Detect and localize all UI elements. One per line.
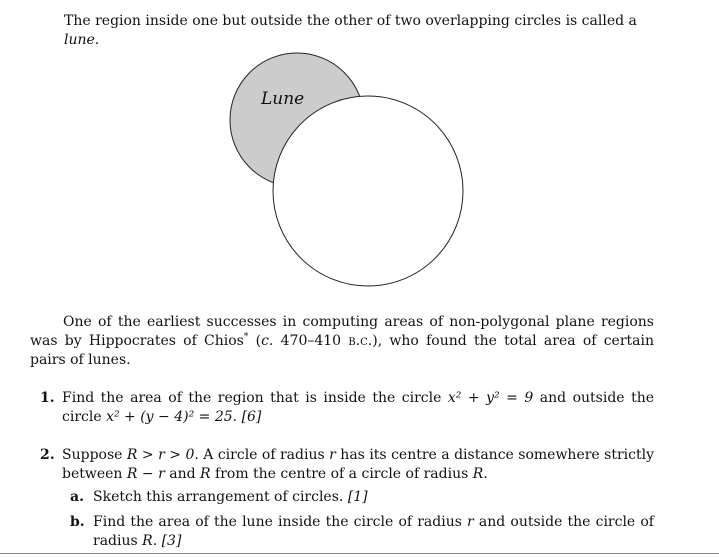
- history-text-3: ), who found the total area of certain pairs of lunes.: [30, 333, 654, 368]
- problem-2a: [70, 488, 654, 507]
- history-paragraph: [30, 313, 654, 370]
- problem-2-text-5: from the centre of a circle of radius: [210, 466, 473, 482]
- circa-text: c.: [261, 333, 274, 349]
- problem-1: [30, 389, 654, 427]
- page-bottom-rule: [0, 553, 719, 554]
- intro-period: .: [94, 32, 100, 48]
- problem-2b-r: r: [467, 514, 474, 530]
- lune-diagram: [225, 48, 470, 293]
- problem-1-equation-2: x² + (y − 4)² = 25.: [106, 409, 238, 425]
- problem-2-text-1: Suppose: [62, 447, 127, 463]
- problem-2b-marks: [3]: [161, 533, 182, 549]
- problem-2-difference: R − r: [126, 466, 165, 482]
- problem-2-r: r: [329, 447, 336, 463]
- problem-1-marks: [6]: [241, 409, 262, 425]
- problem-2-text-3: has its centre a distance somewhere strictly between: [62, 447, 655, 482]
- problem-2: [30, 446, 654, 484]
- problem-2a-marks: [1]: [347, 489, 368, 505]
- problem-2b-text-1: Find the area of the lune inside the circle of radius: [93, 514, 468, 530]
- problem-2b-text-3: .: [152, 533, 158, 549]
- problem-2a-body: [93, 488, 654, 507]
- intro-term-lune: lune: [64, 32, 95, 48]
- problem-2-R-2: R: [472, 466, 484, 482]
- history-text-2: (: [248, 333, 262, 349]
- problem-2a-text: Sketch this arrangement of circles.: [93, 489, 344, 505]
- problem-2a-letter: a.: [70, 489, 84, 505]
- problem-2b-text-2: and outside the circle of radius: [93, 514, 654, 549]
- footnote-star: *: [243, 332, 249, 342]
- large-circle: [273, 96, 463, 286]
- intro-text: The region inside one but outside the other of two overlapping circles is called a: [64, 13, 637, 29]
- problem-1-body: [62, 389, 654, 427]
- problem-2-text-4: and: [164, 466, 201, 482]
- problem-1-equation-1: x² + y² = 9: [447, 390, 534, 406]
- intro-paragraph: [64, 12, 664, 50]
- history-era: b.c.: [348, 333, 373, 349]
- problem-2b-letter: b.: [70, 514, 85, 530]
- problem-2b-body: [93, 513, 654, 551]
- problem-2-text-2: . A circle of radius: [194, 447, 330, 463]
- problem-1-number: 1.: [40, 390, 55, 406]
- problem-2b-R: R: [142, 533, 153, 549]
- problem-2-R-1: R: [200, 466, 211, 482]
- problem-2-text-6: .: [483, 466, 488, 482]
- lune-label: Lune: [261, 89, 305, 109]
- problem-1-text-1: Find the area of the region that is inside the circle: [62, 390, 448, 406]
- history-text-1: One of the earliest successes in computing areas of non-polygonal plane regions was by Hippocrates of Chios: [30, 314, 654, 349]
- history-years: 470–410: [273, 333, 349, 349]
- problem-1-text-2: and outside the circle: [62, 390, 654, 425]
- problem-2-body: [62, 446, 654, 484]
- problem-2b: [70, 513, 654, 551]
- problem-2-number: 2.: [40, 447, 55, 463]
- problem-2-inequality: R > r > 0: [126, 447, 195, 463]
